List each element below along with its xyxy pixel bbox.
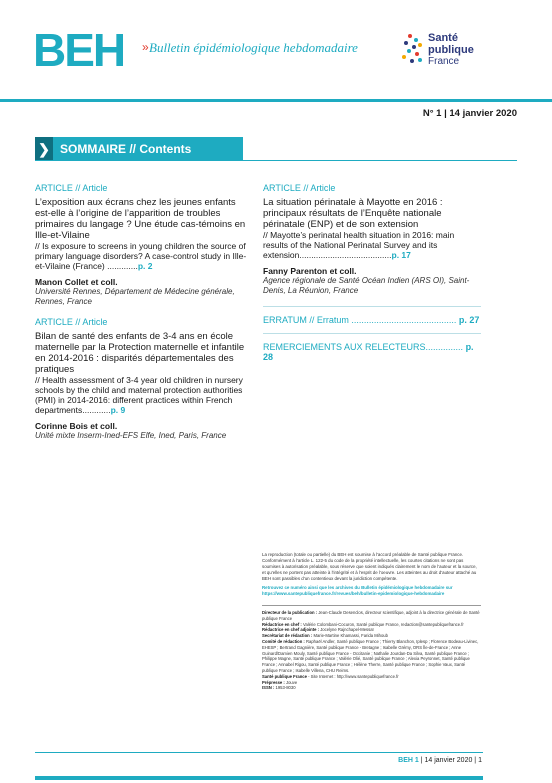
editorial-credits [262, 605, 481, 691]
sante-publique-france-logo [400, 30, 480, 74]
credit-editor-in-chief: Rédactrice en chef : Valérie Colombani-Cocuron, Santé publique France, redaction@santepubliquefrance.fr [262, 621, 464, 627]
article-author: Manon Collet et coll. [35, 277, 118, 287]
footer-page-number: 1 [478, 757, 482, 764]
page-reference: p. 27 [458, 315, 480, 325]
footer-bar [35, 776, 483, 780]
page-reference: p. 17 [391, 250, 411, 260]
sommaire-divider [35, 160, 517, 161]
credit-director: Directeur de la publication : Jean-Claude Desenclos, directeur scientifique, adjoint à la directrice générale de Santé publique France [262, 610, 480, 621]
toc-entry-article-3[interactable] [263, 183, 481, 296]
article-label: ARTICLE // Article [35, 183, 108, 193]
article-affiliation: Université Rennes, Département de Médecine générale, Rennes, France [35, 287, 235, 306]
toc-entry-article-1[interactable] [35, 183, 250, 307]
article-affiliation: Agence régionale de Santé Océan Indien (ARS OI), Saint-Denis, La Réunion, France [263, 276, 470, 295]
masthead [0, 0, 552, 100]
article-title: La situation périnatale à Mayotte en 2016 : principaux résultats de l’Enquête nationale périnatale (ENP) et de son extension [263, 197, 443, 230]
sommaire-title: SOMMAIRE // Contents [60, 142, 192, 156]
copyright-notice [262, 552, 481, 597]
archive-link[interactable]: Retrouvez ce numéro ainsi que les archives du Bulletin épidémiologique hebdomadaire sur https://www.santepubliquefrance.fr/revues/beh/bulletin-epidemiologique-hebdomadaire [262, 585, 453, 596]
toc-divider [263, 306, 481, 307]
toc-entry-erratum[interactable]: ERRATUM // Erratum .......................................... p. 27 [263, 315, 480, 325]
article-subtitle: // Is exposure to screens in young children the source of primary language disorders? A case-control study in Ille-et-Vilaine (France) .............p. 2 [35, 241, 247, 271]
beh-logo: BEH [33, 24, 125, 76]
article-subtitle: // Health assessment of 3-4 year old children in nursery schools by the child and maternal protection authorities (PMI) in 2014-2016: different practices within French departments............p. 9 [35, 375, 243, 415]
chevron-right-icon: ❯ [35, 137, 53, 161]
toc-left-column [35, 183, 250, 451]
toc-right-column [263, 183, 481, 362]
article-subtitle: // Mayotte’s perinatal health situation in 2016: main results of the National Perinatal Survey and its extension.......................................p. 17 [263, 230, 455, 260]
toc-entry-article-2[interactable] [35, 317, 250, 441]
article-affiliation: Unité mixte Inserm-Ined-EFS Elfe, Ined, Paris, France [35, 431, 227, 440]
page-footer [398, 757, 482, 764]
article-author: Fanny Parenton et coll. [263, 266, 357, 276]
spf-line-3: France [428, 56, 460, 67]
credit-prepress: Prépresse : Jouve [262, 679, 298, 685]
toc-divider [263, 333, 481, 334]
copyright-text: La reproduction (totale ou partielle) du BEH est soumise à l’accord préalable de Santé publique France. Conformément à l’article L. 122-5 du code de la propriété intellectuelle, les courtes citations ne sont pas soumises à autorisation préalable, sous réserve que soient indiqués clairement le nom de l’auteur et la source, et qu’elles ne portent pas atteinte à l’intégrité et à l’esprit de l’oeuvre. Les atteintes au droit d’auteur attaché au BEH sont passibles d’un contentieux devant la juridiction compétente. [262, 552, 477, 581]
footer-divider [35, 752, 483, 753]
credit-publisher: Santé publique France - Site Internet : http://www.santepubliquefrance.fr [262, 673, 399, 679]
article-label: ARTICLE // Article [263, 183, 336, 193]
credit-deputy-editor: Rédactrice en chef adjointe : Jocelyne Rajnchapel-Messaï [262, 627, 374, 633]
toc-entry-remerciements[interactable]: REMERCIEMENTS AUX RELECTEURS............... p. 28 [263, 342, 474, 362]
credit-issn: ISSN : 1953-8030 [262, 685, 296, 691]
header-divider [0, 99, 552, 102]
sommaire-banner [35, 137, 243, 161]
credit-secretariat: Secrétariat de rédaction : Marie-Martine Khamassi, Farida Mihoub [262, 633, 388, 639]
journal-subtitle: Bulletin épidémiologique hebdomadaire [149, 40, 358, 55]
page-reference: p. 9 [110, 405, 126, 415]
page-reference: p. 2 [137, 261, 153, 271]
double-arrow-icon: » [142, 40, 149, 54]
footer-journal: BEH 1 [398, 757, 419, 764]
article-author: Corinne Bois et coll. [35, 421, 118, 431]
article-title: Bilan de santé des enfants de 3-4 ans en école maternelle par la Protection maternelle et infantile en 2014-2016 : disparités départementales des pratiques [35, 331, 245, 375]
article-label: ARTICLE // Article [35, 317, 108, 327]
credit-committee: Comité de rédaction : Raphaël Andler, Santé publique France ; Thierry Blanchon, Iplesp ; Florence Bodeau-Livinec, EHESP ; Bertrand Gagnière, Santé publique France - Bretagne ; Isabelle Grémy, ORS Île-de-France ; Anne Guinard/Damien Mouly, Santé publique France - Occitanie ; Nathalie Jourdan-Da Silva, Santé publique France ; Philippe Magne, Santé publique France ; Valérie Olié, Santé publique France ; Alexia Peyronnet, Santé publique France ; Annabel Rigou, Santé publique France ; Hélène Therre, Santé publique France ; Sophie Vaux, Santé publique France ; Isabelle Villena, CHU Reims. [262, 638, 479, 673]
spf-line-2: publique [428, 44, 474, 56]
issue-number: N° 1 | 14 janvier 2020 [422, 108, 517, 119]
page-reference: p. 28 [263, 342, 474, 362]
footer-date: | 14 janvier 2020 | [420, 757, 477, 764]
spf-line-1: Santé [428, 32, 458, 44]
spf-dots-icon [400, 32, 428, 72]
article-title: L’exposition aux écrans chez les jeunes enfants est-elle à l’origine de l’apparition de troubles primaires du langage ? Une étude cas-témoins en Ille-et-Vilaine [35, 197, 246, 241]
